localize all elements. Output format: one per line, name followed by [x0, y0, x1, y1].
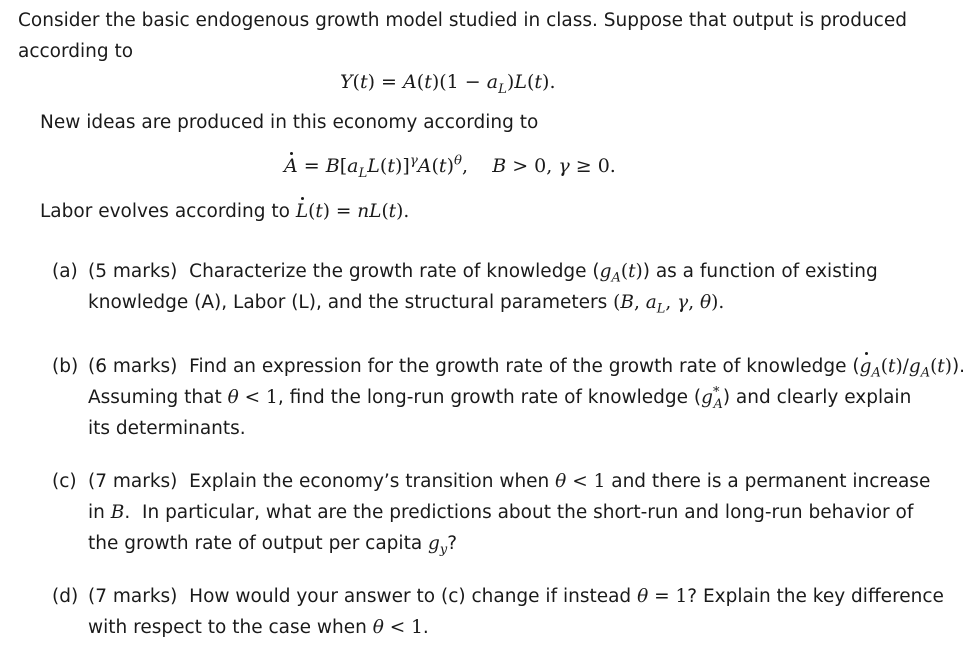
- part-d-label: (d): [52, 586, 79, 607]
- production-equation: $Y(t) = A(t)(1 - a_L)L(t)$.: [340, 71, 556, 97]
- intro-line-1: Consider the basic endogenous growth model studied in class. Suppose that output is produced: [18, 10, 907, 31]
- part-b-line-3: its determinants.: [88, 418, 246, 439]
- part-b-label: (b): [52, 356, 79, 377]
- part-a-line-1: (5 marks) Characterize the growth rate of knowledge $(g_A(t))$ as a function of existing: [88, 261, 878, 286]
- part-b-line-2: Assuming that θ < 1, find the long-run growth rate of knowledge $(g^*_A)$ and clearly explain: [88, 384, 912, 412]
- part-c-line-1: (7 marks) Explain the economy’s transition when θ < 1 and there is a permanent increase: [88, 471, 931, 492]
- part-c-line-2: in B. In particular, what are the predictions about the short-run and long-run behavior of: [88, 502, 914, 523]
- part-c-marks: (7 marks): [88, 471, 178, 492]
- part-d-marks: (7 marks): [88, 586, 178, 607]
- intro-line-2: according to: [18, 41, 134, 62]
- part-b-line-1: (6 marks) Find an expression for the growth rate of the growth rate of knowledge $(g_A(t)/g_A(t))$.: [88, 351, 965, 382]
- part-c-label: (c): [52, 471, 77, 492]
- part-d-line-1: (7 marks) How would your answer to (c) change if instead θ = 1? Explain the key difference: [88, 586, 944, 607]
- part-a-marks: (5 marks): [88, 261, 178, 282]
- labor-line: [40, 196, 409, 227]
- part-a-label: (a): [52, 261, 78, 282]
- ideas-text: New ideas are produced in this economy according to: [40, 112, 539, 133]
- labor-equation: L(t) = nL(t).: [296, 201, 409, 222]
- part-c-line-3: the growth rate of output per capita $g_y$?: [88, 533, 458, 558]
- ideas-equation: $A = B[a_LL(t)]^\gamma A(t)^\theta$, B > 0, γ ≥ 0.: [284, 151, 616, 182]
- part-d-line-2: with respect to the case when θ < 1.: [88, 617, 429, 638]
- labor-text: Labor evolves according to: [40, 201, 290, 222]
- part-a-line-2: knowledge (A), Labor (L), and the structural parameters (B, $a_L$, γ, θ).: [88, 292, 725, 317]
- part-b-marks: (6 marks): [88, 356, 178, 377]
